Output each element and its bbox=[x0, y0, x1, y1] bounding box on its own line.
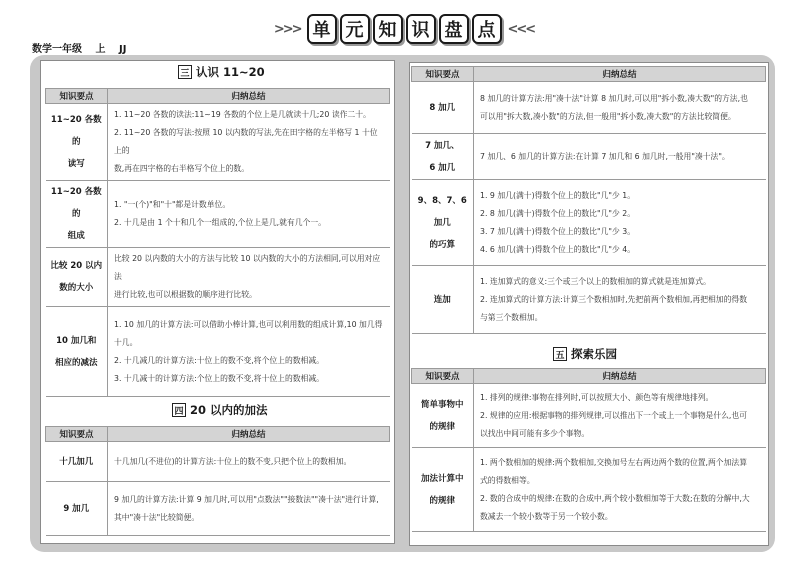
summary-cell bbox=[108, 104, 390, 181]
summary-line: 2. 十几减几的计算方法:十位上的数不变,将个位上的数相减。 bbox=[114, 355, 324, 365]
key-line: 8 加几 bbox=[429, 102, 456, 113]
summary-cell bbox=[108, 482, 390, 536]
grade-edition: JJ bbox=[118, 44, 127, 55]
col-header-summary: 归纳总结 bbox=[108, 427, 390, 442]
summary-line: 3. 十几减十的计算方法:个位上的数不变,将十位上的数相减。 bbox=[114, 373, 324, 383]
summary-line: 1. 排列的规律:事物在排列时,可以按照大小、颜色等有规律地排列。 bbox=[480, 392, 714, 402]
table-row bbox=[412, 180, 766, 266]
banner-char: 点 bbox=[472, 14, 502, 44]
key-point-cell bbox=[412, 448, 474, 532]
table-row bbox=[46, 104, 390, 181]
summary-line: 十几加几(不进位)的计算方法:十位上的数不变,只把个位上的数相加。 bbox=[114, 456, 352, 466]
summary-line: 数,再在四字格的右半格写个位上的数。 bbox=[114, 164, 250, 173]
summary-line: 4. 6 加几(满十)得数个位上的数比"几"少 4。 bbox=[480, 244, 636, 254]
table-row bbox=[46, 482, 390, 536]
key-line: 组成 bbox=[67, 231, 85, 241]
grade-term: 上 bbox=[95, 44, 106, 55]
key-point-cell bbox=[46, 181, 108, 248]
key-point-cell bbox=[412, 82, 474, 134]
key-line: 9 加几 bbox=[63, 503, 90, 514]
section-title-text: 20 以内的加法 bbox=[190, 403, 268, 417]
banner-deco-right: <<< bbox=[507, 21, 535, 37]
summary-cell bbox=[108, 181, 390, 248]
summary-line: 1. 9 加几(满十)得数个位上的数比"几"少 1。 bbox=[480, 190, 636, 200]
section-number: 三 bbox=[178, 65, 192, 79]
summary-line: 比较 20 以内数的大小的方法与比较 10 以内数的大小的方法相同,可以用对应法 bbox=[114, 254, 381, 281]
col-header-summary: 归纳总结 bbox=[474, 67, 766, 82]
col-header-summary: 归纳总结 bbox=[108, 89, 390, 104]
col-header-key: 知识要点 bbox=[412, 67, 474, 82]
grade-label bbox=[32, 40, 136, 55]
key-line: 10 加几和 bbox=[56, 335, 97, 346]
summary-line: 与第三个数相加。 bbox=[480, 312, 543, 322]
summary-cell bbox=[108, 307, 390, 397]
summary-line: 7 加几、6 加几的计算方法:在计算 7 加几和 6 加几时,一般用"凑十法"。 bbox=[480, 151, 730, 161]
key-point-cell bbox=[46, 307, 108, 397]
col-header-key: 知识要点 bbox=[412, 369, 474, 384]
table-header-row bbox=[46, 427, 390, 442]
grade-subject: 数学一年级 bbox=[32, 44, 82, 55]
summary-line: 1. 连加算式的意义:三个或三个以上的数相加的算式就是连加算式。 bbox=[480, 276, 711, 286]
key-line: 的巧算 bbox=[429, 239, 455, 250]
banner-char: 元 bbox=[340, 14, 370, 44]
key-point-cell bbox=[46, 442, 108, 482]
summary-cell bbox=[474, 384, 766, 448]
col-header-summary: 归纳总结 bbox=[474, 369, 766, 384]
banner-char: 识 bbox=[406, 14, 436, 44]
summary-line: 可以用"拆大数,凑小数"的方法,但一般用"拆小数,凑大数"的方法比较简便。 bbox=[480, 111, 736, 121]
key-point-cell bbox=[412, 384, 474, 448]
section-title bbox=[178, 64, 265, 80]
table-row bbox=[46, 442, 390, 482]
summary-line: 2. 数的合成中的规律:在数的合成中,两个较小数相加等于大数;在数的分解中,大 bbox=[480, 493, 750, 503]
banner-char: 盘 bbox=[439, 14, 469, 44]
key-line: 比较 20 以内 bbox=[50, 261, 103, 271]
section-title-text: 认识 11~20 bbox=[196, 65, 265, 79]
summary-cell bbox=[474, 180, 766, 266]
key-line: 11~20 各数的 bbox=[50, 115, 102, 147]
summary-line: 1. 11~20 各数的读法:11~19 各数的个位上是几就读十几;20 读作二十。 bbox=[114, 110, 371, 119]
unit-review-banner bbox=[273, 12, 535, 46]
key-line: 连加 bbox=[433, 294, 451, 305]
summary-line: 1. 两个数相加的规律:两个数相加,交换加号左右两边两个数的位置,两个加法算 bbox=[480, 457, 747, 467]
summary-cell bbox=[108, 442, 390, 482]
key-line: 数的大小 bbox=[59, 283, 94, 293]
table-row bbox=[46, 248, 390, 307]
key-line: 9、8、7、6 加几 bbox=[417, 195, 467, 228]
col-header-key: 知识要点 bbox=[46, 427, 108, 442]
table-row bbox=[46, 307, 390, 397]
key-line: 十几加几 bbox=[59, 456, 94, 467]
table-header-row bbox=[412, 67, 766, 82]
summary-line: 2. 连加算式的计算方法:计算三个数相加时,先把前两个数相加,再把相加的得数 bbox=[480, 294, 747, 304]
summary-line: 2. 十几是由 1 个十和几个一组成的,个位上是几,就有几个一。 bbox=[114, 218, 326, 227]
key-line: 读写 bbox=[67, 159, 85, 169]
key-line: 的规律 bbox=[429, 495, 455, 506]
key-line: 7 加几、 bbox=[425, 140, 460, 151]
key-line: 相应的减法 bbox=[54, 357, 98, 368]
section-title bbox=[172, 402, 268, 418]
summary-line: 2. 11~20 各数的写法:按照 10 以内数的写法,先在田字格的左半格写 1 十位上的 bbox=[114, 128, 378, 155]
summary-line: 其中"凑十法"比较简便。 bbox=[114, 512, 200, 522]
key-point-cell bbox=[46, 248, 108, 307]
summary-line: 1. 10 加几的计算方法:可以借助小棒计算,也可以利用数的组成计算,10 加几得 bbox=[114, 319, 383, 329]
summary-line: 8 加几的计算方法:用"凑十法"计算 8 加几时,可以用"拆小数,凑大数"的方法,也 bbox=[480, 93, 748, 103]
section-number: 五 bbox=[553, 347, 567, 361]
summary-cell bbox=[474, 134, 766, 180]
table-row bbox=[412, 82, 766, 134]
col-header-key: 知识要点 bbox=[46, 89, 108, 104]
summary-line: 以找出中间可能有多少个事物。 bbox=[480, 428, 590, 438]
summary-line: 数减去一个较小数等于另一个较小数。 bbox=[480, 511, 613, 521]
section-number: 四 bbox=[172, 403, 186, 417]
banner-deco-left: >>> bbox=[273, 21, 301, 37]
summary-cell bbox=[108, 248, 390, 307]
knowledge-table bbox=[411, 368, 766, 532]
key-line: 加法计算中 bbox=[420, 473, 464, 484]
summary-line: 2. 规律的应用:根据事物的排列规律,可以推出下一个或上一个事物是什么,也可 bbox=[480, 410, 747, 420]
table-row bbox=[412, 448, 766, 532]
key-line: 的规律 bbox=[429, 421, 455, 432]
banner-char: 知 bbox=[373, 14, 403, 44]
summary-line: 进行比较,也可以根据数的顺序进行比较。 bbox=[114, 290, 257, 299]
knowledge-table bbox=[45, 88, 390, 397]
summary-line: 式的得数相等。 bbox=[480, 475, 535, 485]
summary-line: 9 加几的计算方法:计算 9 加几时,可以用"点数法""接数法""凑十法"进行计算, bbox=[114, 494, 379, 504]
section-title bbox=[553, 346, 617, 362]
key-point-cell bbox=[46, 104, 108, 181]
banner-title bbox=[307, 14, 502, 44]
banner-char: 单 bbox=[307, 14, 337, 44]
table-header-row bbox=[412, 369, 766, 384]
table-row bbox=[412, 134, 766, 180]
summary-line: 1. "一(个)"和"十"都是计数单位。 bbox=[114, 200, 231, 209]
key-point-cell bbox=[412, 266, 474, 334]
summary-line: 十几。 bbox=[114, 337, 138, 347]
summary-cell bbox=[474, 448, 766, 532]
summary-line: 2. 8 加几(满十)得数个位上的数比"几"少 2。 bbox=[480, 208, 636, 218]
key-point-cell bbox=[46, 482, 108, 536]
key-line: 简单事物中 bbox=[420, 399, 464, 410]
table-row bbox=[46, 181, 390, 248]
key-line: 6 加几 bbox=[429, 162, 456, 173]
table-header-row bbox=[46, 89, 390, 104]
summary-cell bbox=[474, 82, 766, 134]
key-point-cell bbox=[412, 180, 474, 266]
summary-line: 3. 7 加几(满十)得数个位上的数比"几"少 3。 bbox=[480, 226, 636, 236]
section-title-text: 探索乐园 bbox=[571, 347, 617, 361]
summary-cell bbox=[474, 266, 766, 334]
key-point-cell bbox=[412, 134, 474, 180]
table-row bbox=[412, 384, 766, 448]
knowledge-table bbox=[411, 66, 766, 334]
key-line: 11~20 各数的 bbox=[50, 187, 102, 219]
table-row bbox=[412, 266, 766, 334]
knowledge-table bbox=[45, 426, 390, 536]
